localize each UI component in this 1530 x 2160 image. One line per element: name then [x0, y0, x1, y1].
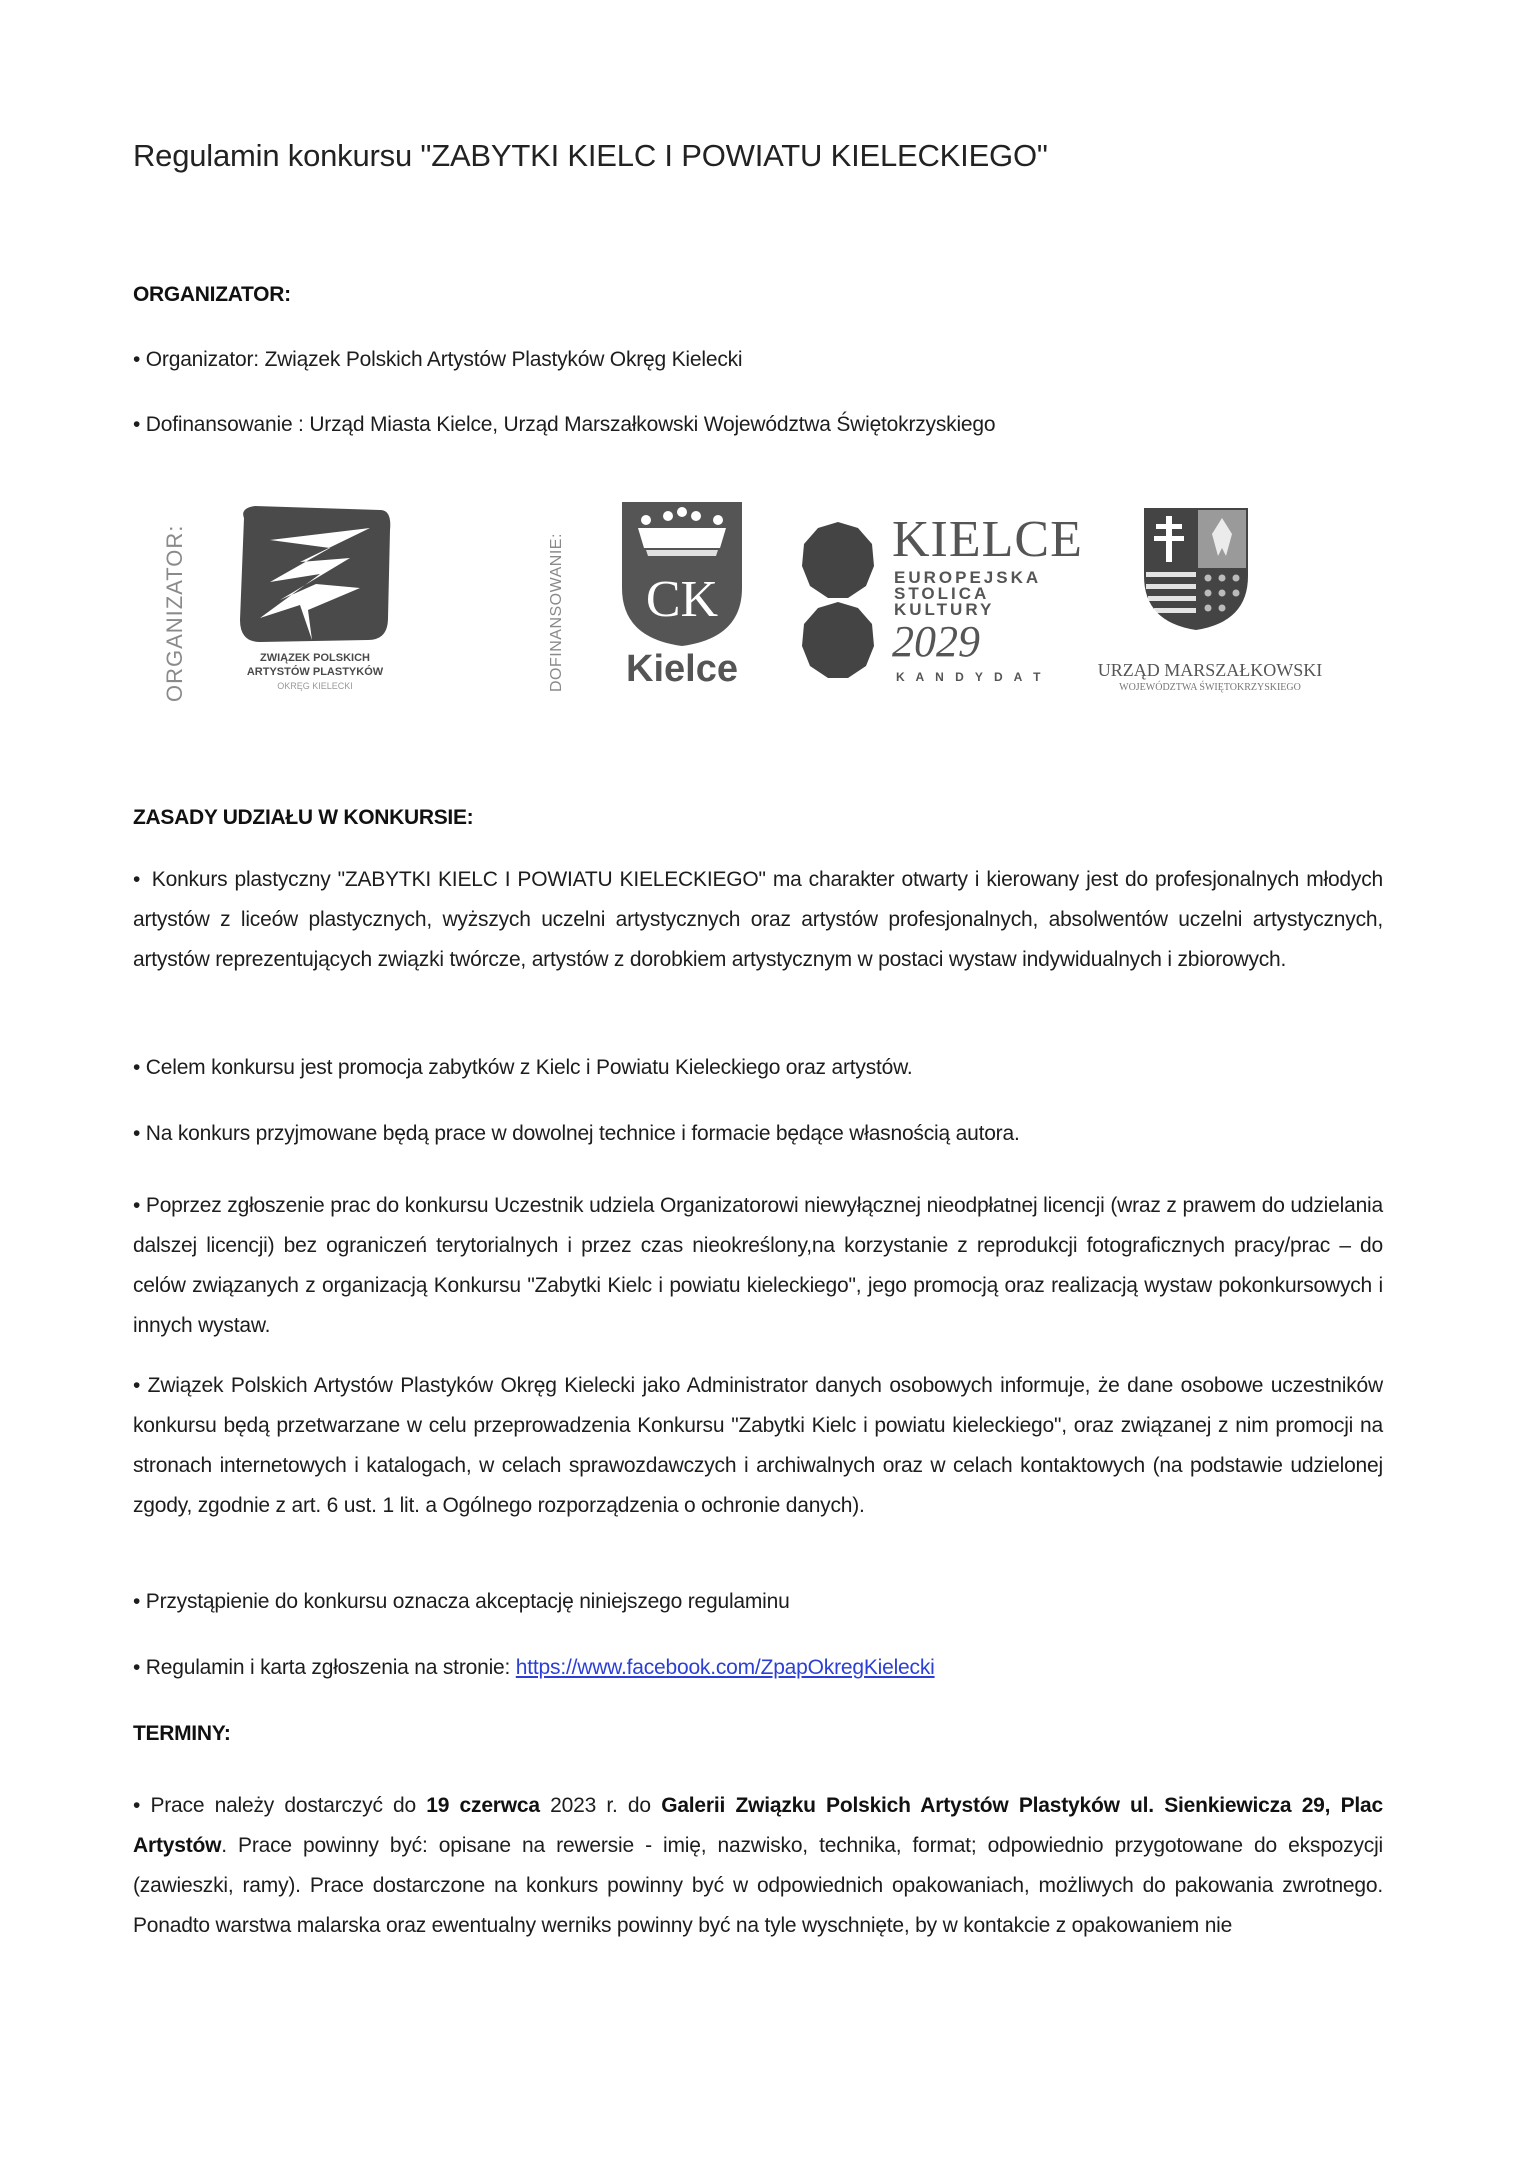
- zpap-caption-1: ZWIĄZEK POLSKICH: [260, 652, 370, 664]
- rules-paragraph-6: • Przystąpienie do konkursu oznacza akceptację niniejszego regulaminu: [133, 1590, 790, 1613]
- rules-paragraph-2: • Celem konkursu jest promocja zabytków z Kielc i Powiatu Kieleckiego oraz artystów.: [133, 1056, 913, 1079]
- rules-heading: ZASADY UDZIAŁU W KONKURSIE:: [133, 806, 474, 829]
- rules-paragraph-3: • Na konkurs przyjmowane będą prace w dowolnej technice i formacie będące własnością autora.: [133, 1122, 1020, 1145]
- zpap-logo-icon: [230, 500, 400, 650]
- organizer-vertical-label: ORGANIZATOR:: [162, 524, 187, 702]
- esk-candidate: K A N D Y D A T: [896, 670, 1045, 684]
- rules-paragraph-7: [133, 1656, 935, 1680]
- organizer-heading: ORGANIZATOR:: [133, 283, 291, 306]
- esk-text: [894, 570, 1041, 618]
- document-title: Regulamin konkursu "ZABYTKI KIELC I POWIATU KIELECKIEGO": [133, 138, 1048, 173]
- rules-paragraph-5: • Związek Polskich Artystów Plastyków Okręg Kielecki jako Administrator danych osobowych informuje, że dane osobowe uczestników konkursu będą przetwarzane w celu przeprowadzenia Konkursu "Zabytki Kielc i powiatu kieleckiego", oraz związanej z nim promocji na stronach internetowych i katalogach, w celach sprawozdawczych i archiwalnych oraz w celach kontaktowych (na podstawie udzielonej zgody, zgodnie z art. 6 ust. 1 lit. a Ogólnego rozporządzenia o ochronie danych).: [133, 1374, 1383, 1517]
- funding-line: • Dofinansowanie : Urząd Miasta Kielce, Urząd Marszałkowski Województwa Świętokrzyskiego: [133, 413, 996, 436]
- zpap-logo: [230, 500, 400, 705]
- marshal-caption-2: WOJEWÓDZTWA ŚWIĘTOKRZYSKIEGO: [1119, 682, 1301, 693]
- marshal-logo: [1080, 500, 1340, 700]
- esk-line-3: STOLICA: [894, 584, 990, 603]
- esk-title: KIELCE: [892, 511, 1083, 568]
- esk-line-2: EUROPEJSKA: [894, 568, 1042, 587]
- funding-vertical-label: DOFINANSOWANIE:: [548, 533, 565, 692]
- esk-line-4: KULTURY: [894, 600, 995, 619]
- zpap-caption-3: OKRĘG KIELECKI: [277, 681, 353, 691]
- terms-text-a: • Prace należy dostarczyć do: [133, 1794, 427, 1817]
- rules-paragraph-1: [133, 860, 1383, 980]
- kielce-monogram: CK: [645, 571, 719, 628]
- terms-text-b: 2023 r. do: [539, 1794, 662, 1817]
- zpap-caption-2: ARTYSTÓW PLASTYKÓW: [246, 666, 384, 678]
- rules-paragraph-7-text: • Regulamin i karta zgłoszenia na stronie:: [133, 1656, 516, 1679]
- terms-heading: TERMINY:: [133, 1722, 231, 1745]
- delivery-place: Galerii Związku Polskich Artystów Plastyków ul. Sienkiewicza 29, Plac Artystów: [133, 1794, 1383, 1857]
- facebook-link[interactable]: https://www.facebook.com/ZpapOkregKielecki: [515, 1656, 935, 1679]
- rules-paragraph-1-text: Konkurs plastyczny "ZABYTKI KIELC I POWIATU KIELECKIEGO" ma charakter otwarty i kierowany jest do profesjonalnych młodych artystów z liceów plastycznych, wyższych uczelni artystycznych oraz artystów profesjonalnych, absolwentów uczelni artystycznych, artystów reprezentujących związki twórcze, artystów z dorobkiem artystycznym w postaci wystaw indywidualnych i zbiorowych.: [133, 868, 1383, 971]
- bullet: •: [133, 868, 146, 891]
- marshal-caption-1: URZĄD MARSZAŁKOWSKI: [1097, 660, 1323, 680]
- kielce-logo: [616, 498, 748, 708]
- swietokrzyskie-crest-icon: [1140, 504, 1252, 632]
- esk-circles-icon: [800, 520, 876, 695]
- terms-paragraph-1: [133, 1786, 1383, 1946]
- kielce-caption: Kielce: [626, 648, 738, 690]
- esk-year: 2029: [892, 617, 980, 666]
- deadline-date: 19 czerwca: [426, 1794, 540, 1817]
- terms-text-c: . Prace powinny być: opisane na rewersie - imię, nazwisko, technika, format; odpowiednio przygotowane do ekspozycji (zawieszki, ramy). Prace dostarczone na konkurs powinny być w odpowiednich opakowaniach, możliwych do pakowania zwrotnego. Ponadto warstwa malarska oraz ewentualny werniks powinny być na tyle wyschnięte, by w kontakcie z opakowaniem nie: [133, 1834, 1383, 1937]
- organizer-line: • Organizator: Związek Polskich Artystów Plastyków Okręg Kielecki: [133, 348, 743, 371]
- esk-logo: [800, 510, 1083, 700]
- rules-paragraph-4: • Poprzez zgłoszenie prac do konkursu Uczestnik udziela Organizatorowi niewyłącznej nieodpłatnej licencji (wraz z prawem do udzielania dalszej licencji) bez ograniczeń terytorialnych i przez czas nieokreślony,na korzystanie z reprodukcji fotograficznych pracy/prac – do celów związanych z organizacją Konkursu "Zabytki Kielc i powiatu kieleckiego", jego promocją oraz realizacją wystaw pokonkursowych i innych wystaw.: [133, 1194, 1383, 1337]
- kielce-crest-icon: [616, 498, 748, 648]
